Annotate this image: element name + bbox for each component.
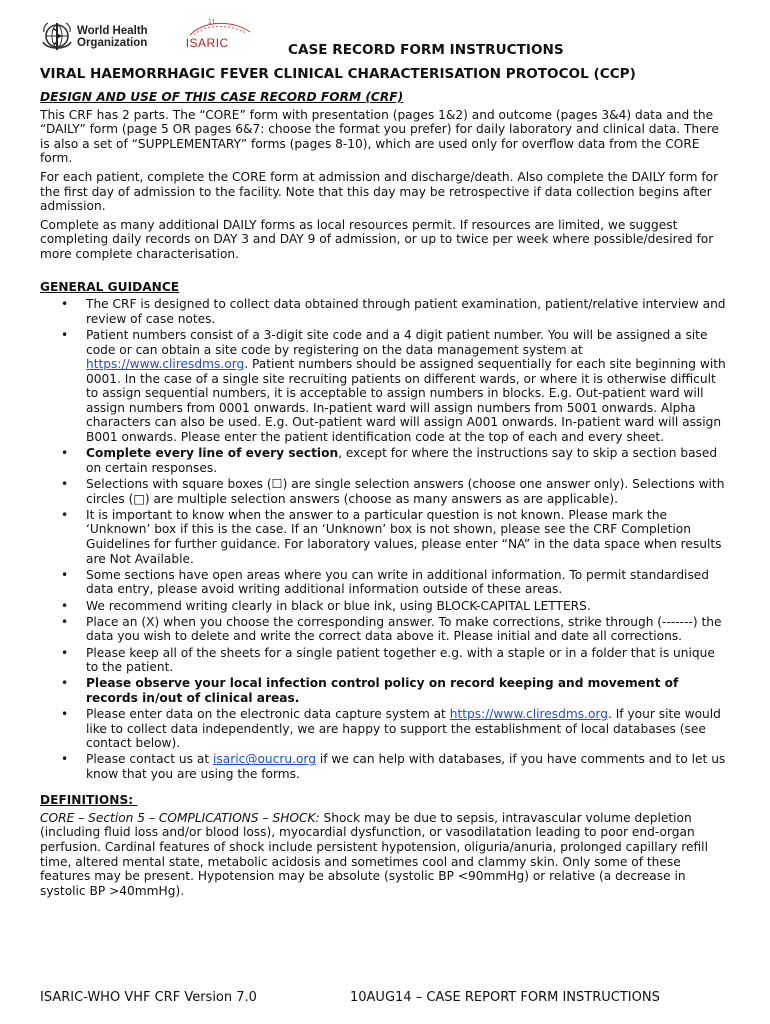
guidance-item [40, 676, 730, 705]
main-content [40, 90, 730, 902]
guidance-item-text: The CRF is designed to collect data obtained through patient examination, patient/relative interview and review of case notes. [86, 297, 726, 326]
svg-text:11: 11 [207, 19, 215, 26]
guidance-item [40, 297, 730, 326]
guidance-item-text: Some sections have open areas where you can write in additional information. To permit standardised data entry, please avoid writing additional information outside of these areas. [86, 567, 710, 597]
guidance-item-text: if we can help with databases, if you have comments and to let us know that you are using the forms. [86, 752, 726, 782]
cliresdms-link[interactable]: https://www.cliresdms.org [86, 357, 245, 372]
design-paragraph-3: Complete as many additional DAILY forms as local resources permit. If resources are limited, we suggest completing daily records on DAY 3 and DAY 9 of admission, or up to twice per week where possible/desired for more complete characterisation. [40, 217, 714, 261]
bullet-icon: • [61, 614, 69, 629]
footer-version: ISARIC-WHO VHF CRF Version 7.0 [40, 990, 257, 1005]
definitions-heading: DEFINITIONS: [40, 793, 138, 808]
contact-email-link[interactable]: isaric@oucru.org [212, 752, 316, 767]
guidance-item-text: Selections with square boxes (☐) are single selection answers (choose one answer only). Selections with circles (□) are multiple selection answers (choose as many answers as are applicable). [86, 477, 725, 506]
guidance-item-text: We recommend writing clearly in black or blue ink, using BLOCK-CAPITAL LETTERS. [86, 598, 591, 613]
who-wordmark [77, 25, 148, 49]
definitions-text: Shock may be due to sepsis, intravascular volume depletion (including fluid loss and/or blood loss), myocardial dysfunction, or vasodilatation leading to poor end-organ perfusion. Cardinal features of shock include persistent hypotension, oliguria/anuria, prolonged capillary refill time, altered mental state, metabolic acidosis and sometimes cool and clammy skin. Only some of these features may be present. Hypotension may be absolute (systolic BP <90mmHg) or relative (a decrease in systolic BP >40mmHg). [40, 810, 708, 898]
section-spacer [40, 266, 730, 280]
guidance-item [40, 646, 730, 675]
guidance-item [40, 615, 730, 644]
guidance-item [40, 477, 730, 506]
design-paragraph-2: For each patient, complete the CORE form at admission and discharge/death. Also complete the DAILY form for the first day of admission to the facility. Note that this day may be retrospective if data collection begins after admission. [40, 169, 719, 214]
guidance-item-emphasis: Please observe your local infection control policy on record keeping and movement of records in/out of clinical areas. [86, 676, 679, 705]
who-logo [40, 20, 148, 54]
guidance-heading: GENERAL GUIDANCE [40, 279, 180, 294]
guidance-item-text: . If your site would like to collect data independently, we are happy to support the establishment of local databases (see contact below). [86, 707, 721, 751]
guidance-item-text: , except for where the instructions say to skip a section based on certain responses. [86, 446, 718, 475]
guidance-item [40, 707, 730, 751]
bullet-icon: • [61, 297, 69, 312]
bullet-icon: • [61, 446, 69, 461]
bullet-icon: • [61, 676, 69, 691]
guidance-item-text: Please keep all of the sheets for a single patient together e.g. with a staple or in a folder that is unique to the patient. [86, 645, 715, 675]
who-emblem-icon [40, 20, 74, 54]
guidance-item-emphasis: Complete every line of every section [86, 446, 339, 461]
who-wordmark-line1: World Health [77, 25, 148, 37]
guidance-item [40, 446, 730, 475]
bullet-icon: • [61, 567, 69, 582]
guidance-item [40, 599, 730, 614]
guidance-item [40, 328, 730, 445]
guidance-item-text: Please contact us at [86, 752, 213, 767]
design-heading: DESIGN AND USE OF THIS CASE RECORD FORM (CRF) [40, 90, 404, 104]
isaric-arc-icon [184, 18, 254, 38]
guidance-item-text: . Patient numbers should be assigned sequentially for each site beginning with 0001. In the case of a single site recruiting patients on different wards, or where it is otherwise difficult to assign sequential numbers, it is acceptable to assign numbers in blocks. E.g. Out-patient ward will assign numbers from 0001 onwards. In-patient ward will assign numbers from 5001 onwards. Alpha characters can also be used. E.g. Out-patient ward will assign A001 onwards. In-patient ward will assign B001 onwards. Please enter the patient identification code at the top of each and every sheet. [86, 357, 726, 445]
bullet-icon: • [61, 598, 69, 613]
bullet-icon: • [61, 477, 69, 492]
definitions-paragraph [40, 811, 730, 899]
guidance-item-text: Patient numbers consist of a 3-digit site code and a 4 digit patient number. You will be assigned a site code or can obtain a site code by registering on the data management system at [86, 327, 708, 357]
who-wordmark-line2: Organization [77, 37, 148, 49]
definitions-lead: CORE – Section 5 – COMPLICATIONS – SHOCK: [40, 810, 320, 825]
bullet-icon: • [61, 327, 69, 342]
guidance-item [40, 508, 730, 566]
page-title: CASE RECORD FORM INSTRUCTIONS [288, 42, 564, 58]
guidance-item-text: Please enter data on the electronic data capture system at [86, 707, 450, 722]
bullet-icon: • [61, 507, 69, 522]
logo-bar [40, 20, 254, 56]
bullet-icon: • [61, 752, 69, 767]
guidance-item [40, 752, 730, 781]
page-subtitle: VIRAL HAEMORRHAGIC FEVER CLINICAL CHARACTERISATION PROTOCOL (CCP) [40, 66, 636, 82]
footer-doc-title: 10AUG14 – CASE REPORT FORM INSTRUCTIONS [350, 990, 660, 1005]
guidance-item [40, 568, 730, 597]
design-paragraph-1: This CRF has 2 parts. The “CORE” form with presentation (pages 1&2) and outcome (pages 3&4) data and the “DAILY” form (page 5 OR pages 6&7: choose the format you prefer) for daily laboratory and clinical data. There is also a set of “SUPPLEMENTARY” forms (pages 8-10), which are used only for overflow data from the CORE form. [40, 107, 719, 166]
guidance-list [40, 297, 730, 782]
section-spacer [40, 783, 730, 793]
isaric-wordmark: ISARIC [185, 36, 229, 50]
bullet-icon: • [61, 707, 69, 722]
guidance-item-text: It is important to know when the answer to a particular question is not known. Please mark the ‘Unknown’ box if this is the case. If an ‘Unknown’ box is not shown, please see the CRF Completion Guidelines for further guidance. For laboratory values, please enter “NA” in the data space when results are Not Available. [86, 507, 722, 566]
isaric-logo-icon [184, 20, 254, 54]
bullet-icon: • [61, 645, 69, 660]
cliresdms-link[interactable]: https://www.cliresdms.org [449, 707, 608, 722]
guidance-item-text: Place an (X) when you choose the corresponding answer. To make corrections, strike through (-------) the data you wish to delete and write the correct data above it. Please initial and date all corrections. [86, 614, 722, 644]
